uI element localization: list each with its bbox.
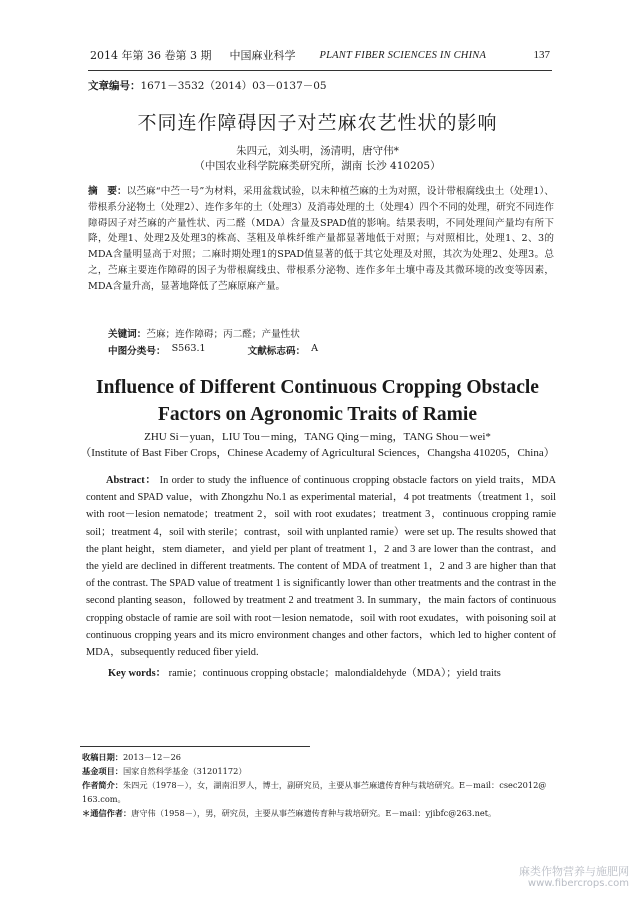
page-number: 137 [533, 49, 550, 61]
affiliation-cn: （中国农业科学院麻类研究所，湖南 长沙 410205） [194, 160, 441, 172]
received-date: 2013－12－26 [122, 752, 182, 762]
abstract-cn-label: 摘 要： [88, 186, 127, 197]
title-en [0, 374, 635, 428]
journal-name-en: PLANT FIBER SCIENCES IN CHINA [319, 49, 487, 61]
article-id-label: 文章编号： [88, 80, 141, 92]
header-rule [88, 70, 552, 71]
fund-value: 国家自然科学基金（31201172） [122, 766, 247, 776]
watermark-url: www.fibercrops.com [527, 878, 629, 889]
abstract-en-label: Abstract： [106, 475, 157, 486]
received-label: 收稿日期： [82, 752, 123, 762]
keywords-cn-value: 苎麻；连作障碍；丙二醛；产量性状 [146, 329, 300, 340]
article-id [88, 78, 327, 93]
title-en-line-1: Influence of Different Continuous Cropping Obstacle [96, 377, 539, 398]
title-cn: 不同连作障碍因子对苎麻农艺性状的影响 [137, 112, 498, 134]
abstract-en [86, 472, 556, 661]
abstract-cn [88, 184, 554, 295]
keywords-cn [108, 326, 300, 340]
author-bio: 朱四元（1978－），女，湖南汨罗人，博士，副研究员，主要从事苎麻遗传育种与栽培研究。E－mail：csec2012@ [122, 780, 547, 790]
keywords-en-label: Key words： [108, 668, 167, 679]
footnote-fund [82, 764, 552, 778]
doc-code-value: A [311, 343, 319, 354]
keywords-en [108, 664, 501, 679]
fund-label: 基金项目： [82, 766, 123, 776]
footnote-rule [80, 746, 310, 747]
corresponding-label: ＊通信作者： [82, 808, 132, 818]
clc-label: 中图分类号： [108, 346, 166, 357]
footnotes [82, 750, 552, 820]
journal-name-cn: 中国麻业科学 [229, 49, 296, 62]
watermark [519, 866, 629, 890]
footnote-received [82, 750, 552, 764]
corresponding-bio: 唐守伟（1958－），男，研究员，主要从事苎麻遗传育种与栽培研究。E－mail：yjibfc@263.net。 [131, 808, 497, 818]
doc-code-label: 文献标志码： [247, 346, 306, 357]
keywords-cn-label: 关键词： [108, 329, 147, 340]
footnote-author [82, 778, 552, 792]
authors-en: ZHU Si－yuan，LIU Tou－ming，TANG Qing－ming，TANG Shou－wei* [144, 431, 491, 443]
title-en-line-2: Factors on Agronomic Traits of Ramie [158, 404, 477, 425]
abstract-en-text: In order to study the influence of continuous cropping obstacle factors on yield traits，MDA content and SPAD value，with Zhongzhu No.1 as experimental material，4 pot treatments（treatment 1，soil with root－lesion nematode；treatment 2，soil with root exudates；treatment 3，continuous cropping ramie soil；treatment 4，soil with sterile；contrast，soil with unplanted ramie）were set up. The results showed that the plant height，stem diameter，and yield per plant of treatment 1，2 and 3 are lower than the contrast，and the yield are declined in different treatments. The content of MDA of treatment 1，2 and 3 are higher than that of the contrast. The SPAD value of treatment 1 is significantly lower than other treatments and the contrast in the second planting season，followed by treatment 2 and treatment 3. In summary，the main factors of continuous cropping obstacle of ramie are soil with root－lesion nematode，soil with root exudates，with poisoning soil at continuous cropping years and its micro environment changes and other factors，which led to higher content of MDA，subsequently reduced fiber yield. [86, 475, 556, 659]
article-id-value: 1671－3532（2014）03－0137－05 [140, 80, 327, 92]
running-header [90, 44, 550, 66]
issue-info: 2014 年第 36 卷第 3 期 [90, 49, 212, 62]
affiliation-en: （Institute of Bast Fiber Crops，Chinese Academy of Agricultural Sciences，Changsha 410205，China） [80, 447, 555, 459]
abstract-cn-text: 以苎麻“中苎一号”为材料，采用盆栽试验，以未种植苎麻的土为对照，设计带根腐线虫土（处理1）、带根系分泌物土（处理2）、连作多年的土（处理3）及消毒处理的土（处理4）四个不同的处理，研究不同连作障碍因子对苎麻的产量性状、丙二醛（MDA）含量及SPAD值的影响。结果表明，不同处理间产量均有所下降，处理1、处理2及处理3的株高、茎粗及单株纤维产量都显著地低于对照；与对照相比，处理1、2、3的MDA含量明显高于对照；二麻时期处理1的SPAD值显著的低于其它处理及对照，其次为处理2、处理3。总之，苎麻主要连作障碍的因子为带根腐线虫、带根系分泌物、连作多年土壤中毒及其微环境的改变等因素，MDA含量升高，显著地降低了苎麻原麻产量。 [88, 186, 554, 292]
classification-line [108, 343, 318, 357]
clc-value: S563.1 [171, 343, 206, 354]
footnote-author-cont: 163.com。 [82, 794, 126, 804]
watermark-cn: 麻类作物营养与施肥网 [519, 865, 629, 878]
author-bio-label: 作者简介： [82, 780, 123, 790]
footnote-corresponding [82, 806, 552, 820]
authors-cn: 朱四元，刘头明，汤清明，唐守伟* [236, 145, 399, 157]
keywords-en-value: ramie；continuous cropping obstacle；malondialdehyde（MDA）；yield traits [168, 668, 501, 679]
